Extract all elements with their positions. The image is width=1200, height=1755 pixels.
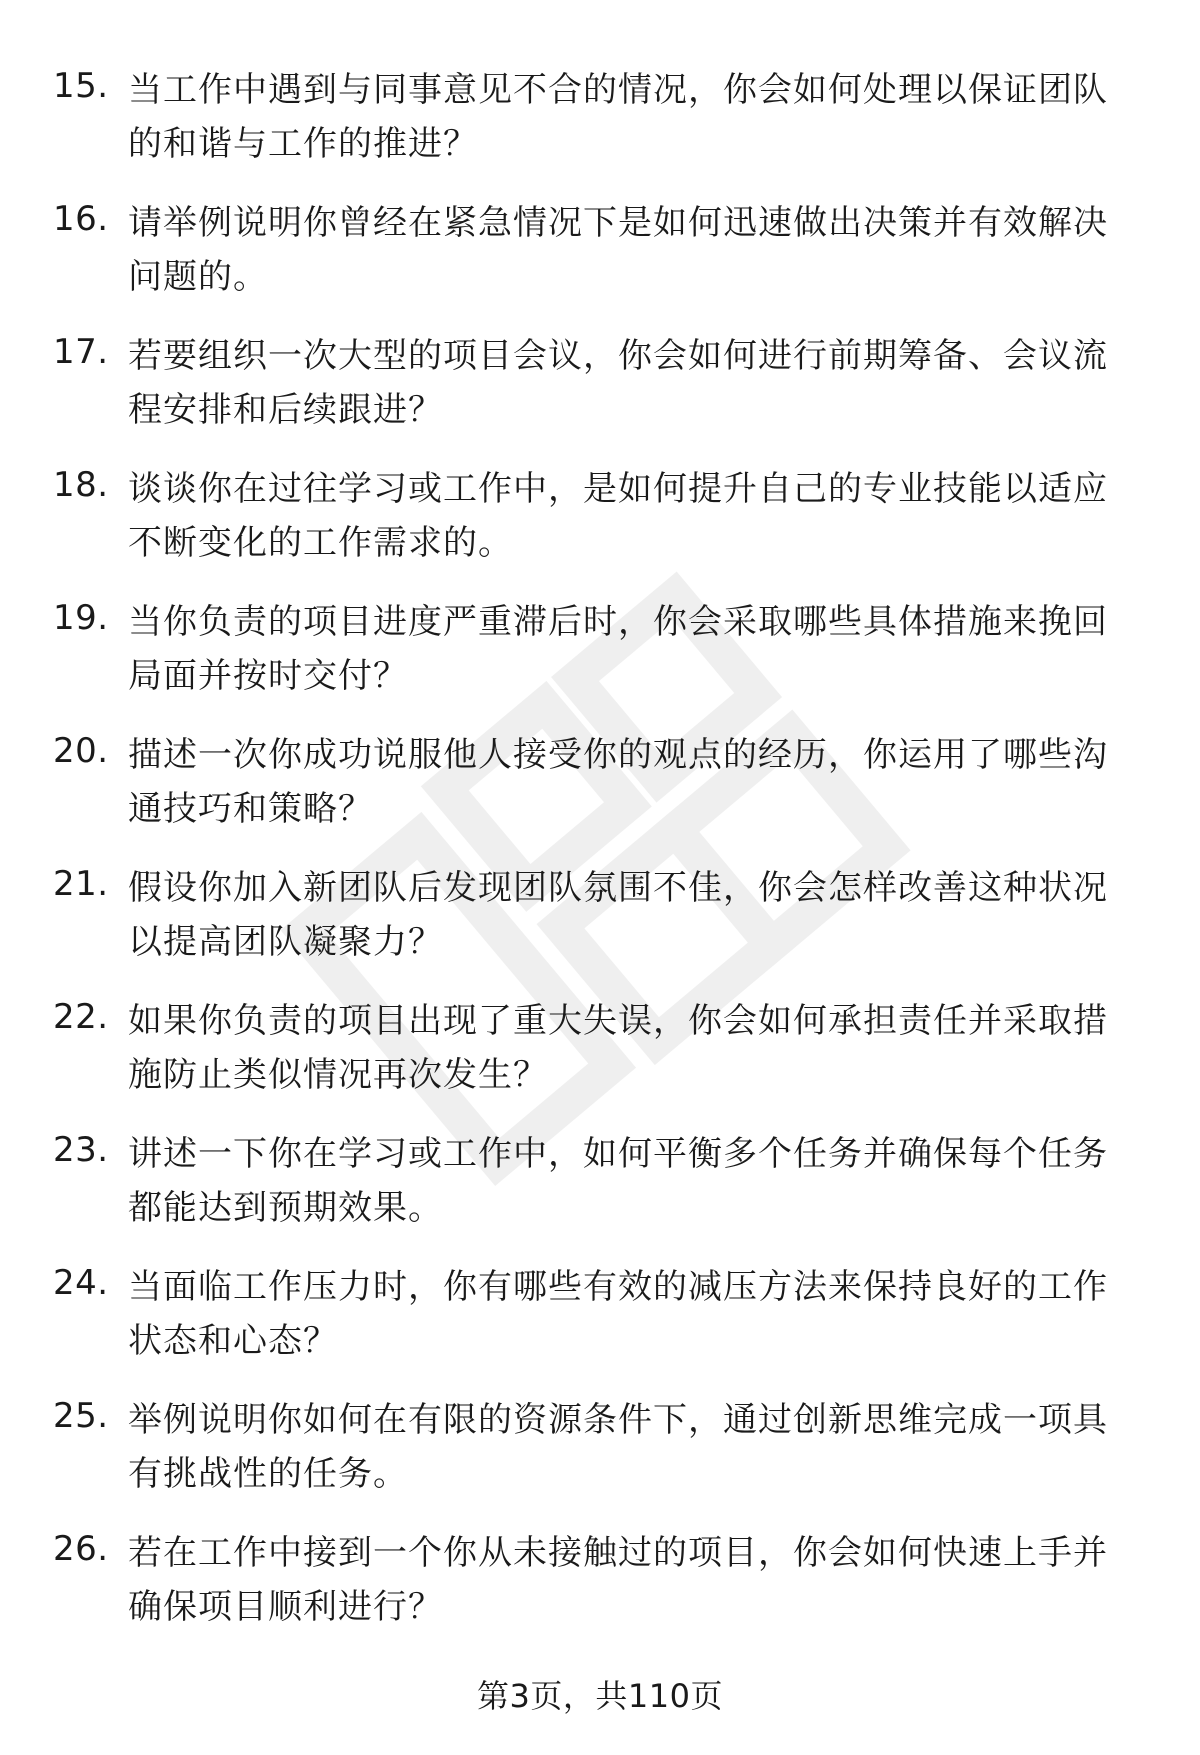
question-number: 26. [53, 1529, 109, 1569]
question-list [0, 55, 1200, 1651]
question-text: 若在工作中接到一个你从未接触过的项目，你会如何快速上手并确保项目顺利进行？ [128, 1533, 1108, 1627]
question-number: 24. [53, 1263, 109, 1303]
question-number: 18. [53, 465, 109, 505]
page-footer: 第3页，共110页 [477, 1677, 723, 1715]
question-item [0, 1518, 1200, 1651]
question-text: 谈谈你在过往学习或工作中，是如何提升自己的专业技能以适应不断变化的工作需求的。 [128, 469, 1108, 563]
question-number: 22. [53, 997, 109, 1037]
question-number: 20. [53, 731, 109, 771]
question-item [0, 454, 1200, 587]
question-item [0, 1252, 1200, 1385]
question-item [0, 853, 1200, 986]
question-text: 讲述一下你在学习或工作中，如何平衡多个任务并确保每个任务都能达到预期效果。 [128, 1134, 1108, 1228]
question-item [0, 55, 1200, 188]
question-text: 若要组织一次大型的项目会议，你会如何进行前期筹备、会议流程安排和后续跟进？ [128, 336, 1108, 430]
question-item [0, 587, 1200, 720]
question-item [0, 188, 1200, 321]
question-number: 17. [53, 332, 109, 372]
question-text: 当工作中遇到与同事意见不合的情况，你会如何处理以保证团队的和谐与工作的推进？ [128, 70, 1108, 164]
question-text: 请举例说明你曾经在紧急情况下是如何迅速做出决策并有效解决问题的。 [128, 203, 1108, 297]
question-number: 23. [53, 1130, 109, 1170]
question-text: 当面临工作压力时，你有哪些有效的减压方法来保持良好的工作状态和心态？ [128, 1267, 1108, 1361]
question-number: 15. [53, 66, 109, 106]
question-number: 16. [53, 199, 109, 239]
question-text: 假设你加入新团队后发现团队氛围不佳，你会怎样改善这种状况以提高团队凝聚力？ [128, 868, 1108, 962]
question-number: 19. [53, 598, 109, 638]
question-item [0, 1385, 1200, 1518]
question-item [0, 1119, 1200, 1252]
question-item [0, 986, 1200, 1119]
question-number: 21. [53, 864, 109, 904]
question-text: 如果你负责的项目出现了重大失误，你会如何承担责任并采取措施防止类似情况再次发生？ [128, 1001, 1108, 1095]
question-number: 25. [53, 1396, 109, 1436]
question-text: 描述一次你成功说服他人接受你的观点的经历，你运用了哪些沟通技巧和策略？ [128, 735, 1108, 829]
question-item [0, 720, 1200, 853]
question-item [0, 321, 1200, 454]
question-text: 当你负责的项目进度严重滞后时，你会采取哪些具体措施来挽回局面并按时交付？ [128, 602, 1108, 696]
question-text: 举例说明你如何在有限的资源条件下，通过创新思维完成一项具有挑战性的任务。 [128, 1400, 1108, 1494]
